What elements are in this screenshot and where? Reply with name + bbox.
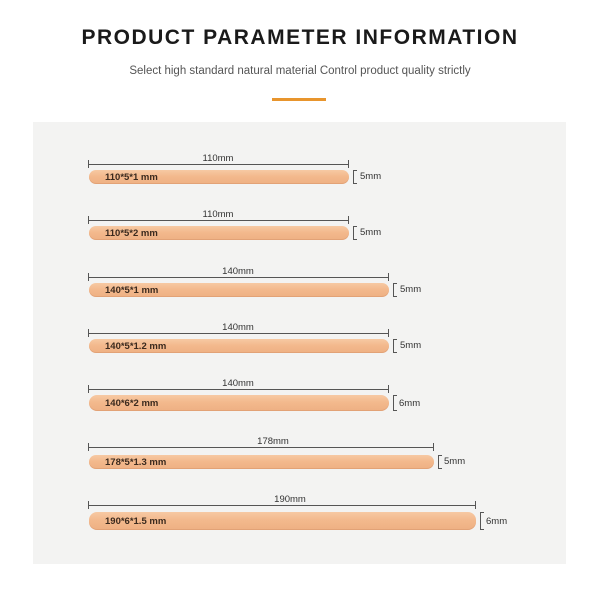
width-label: 5mm xyxy=(360,227,382,238)
width-label: 5mm xyxy=(400,340,422,351)
length-label: 110mm xyxy=(202,153,234,164)
length-label: 140mm xyxy=(222,322,254,333)
length-dimension-line xyxy=(88,220,348,221)
stick-size-label: 140*5*1.2 mm xyxy=(105,341,167,352)
length-dimension-line xyxy=(88,333,388,334)
length-dimension-end-tick xyxy=(388,329,389,337)
stick-size-label: 178*5*1.3 mm xyxy=(105,457,167,468)
stick-size-label: 140*6*2 mm xyxy=(105,398,159,409)
length-dimension-line xyxy=(88,277,388,278)
length-label: 110mm xyxy=(202,209,234,220)
page-title: PRODUCT PARAMETER INFORMATION xyxy=(81,26,519,49)
width-label: 6mm xyxy=(399,398,421,409)
stick-size-label: 110*5*1 mm xyxy=(105,172,158,183)
width-label: 6mm xyxy=(486,516,508,527)
length-dimension-end-tick xyxy=(348,216,349,224)
length-dimension-line xyxy=(88,164,348,165)
page-subtitle: Select high standard natural material Control product quality strictly xyxy=(129,65,471,77)
length-label: 178mm xyxy=(257,436,289,447)
width-bracket xyxy=(438,455,442,469)
length-dimension-line xyxy=(88,389,388,390)
width-label: 5mm xyxy=(400,284,422,295)
stick-size-label: 110*5*2 mm xyxy=(105,228,158,239)
stick-size-label: 190*6*1.5 mm xyxy=(105,516,167,527)
width-bracket xyxy=(480,512,484,530)
stick-size-label: 140*5*1 mm xyxy=(105,285,159,296)
width-bracket xyxy=(353,226,357,240)
accent-divider xyxy=(272,98,326,101)
length-label: 140mm xyxy=(222,378,254,389)
length-dimension-end-tick xyxy=(475,501,476,509)
width-bracket xyxy=(393,283,397,297)
length-dimension-end-tick xyxy=(433,443,434,451)
length-label: 140mm xyxy=(222,266,254,277)
length-dimension-end-tick xyxy=(388,385,389,393)
width-bracket xyxy=(393,339,397,353)
length-dimension-line xyxy=(88,505,475,506)
sticks-panel xyxy=(33,122,566,564)
width-label: 5mm xyxy=(444,456,466,467)
length-label: 190mm xyxy=(274,494,306,505)
length-dimension-end-tick xyxy=(348,160,349,168)
length-dimension-line xyxy=(88,447,433,448)
width-bracket xyxy=(393,395,397,411)
length-dimension-end-tick xyxy=(388,273,389,281)
width-label: 5mm xyxy=(360,171,382,182)
width-bracket xyxy=(353,170,357,184)
